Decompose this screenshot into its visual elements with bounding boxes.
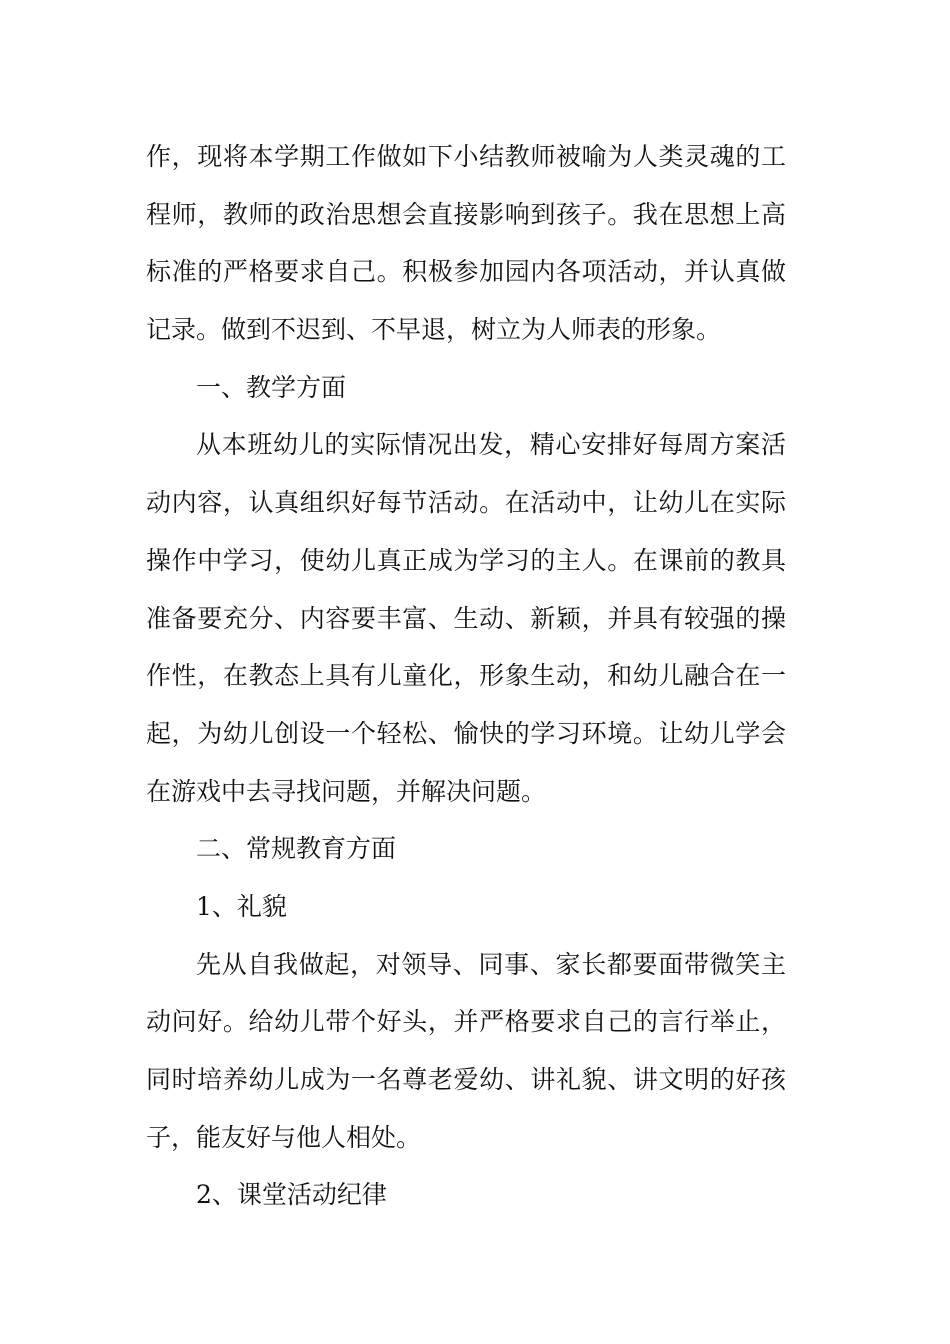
text-line: 准备要充分、内容要丰富、生动、新颖，并具有较强的操 — [146, 603, 786, 633]
text-line: 子，能友好与他人相处。 — [146, 1122, 422, 1152]
text-line: 起，为幼儿创设一个轻松、愉快的学习环境。让幼儿学会 — [146, 718, 786, 748]
text-line: 操作中学习，使幼儿真正成为学习的主人。在课前的教具 — [146, 545, 786, 575]
text-line: 程师，教师的政治思想会直接影响到孩子。我在思想上高 — [146, 199, 786, 229]
text-line: 动内容，认真组织好每节活动。在活动中，让幼儿在实际 — [146, 488, 786, 518]
text-line: 作，现将本学期工作做如下小结教师被喻为人类灵魂的工 — [146, 142, 786, 171]
text-line: 作性，在教态上具有儿童化，形象生动，和幼儿融合在一 — [146, 661, 786, 691]
subsection-heading: 1、礼貌 — [196, 891, 287, 921]
section-heading: 二、常规教育方面 — [196, 834, 397, 864]
section-heading: 一、教学方面 — [196, 372, 347, 402]
text-line: 在游戏中去寻找问题，并解决问题。 — [146, 776, 547, 806]
paragraph-first-line: 先从自我做起，对领导、同事、家长都要面带微笑主 — [196, 949, 786, 979]
text-line: 同时培养幼儿成为一名尊老爱幼、讲礼貌、讲文明的好孩 — [146, 1065, 786, 1094]
text-line: 标准的严格要求自己。积极参加园内各项活动，并认真做 — [146, 257, 786, 287]
document-body — [146, 128, 786, 1224]
paragraph-first-line: 从本班幼儿的实际情况出发，精心安排好每周方案活 — [196, 430, 786, 460]
text-line: 动问好。给幼儿带个好头，并严格要求自己的言行举止， — [146, 1007, 786, 1037]
subsection-heading: 2、课堂活动纪律 — [196, 1180, 387, 1210]
text-line: 记录。做到不迟到、不早退，树立为人师表的形象。 — [146, 315, 722, 345]
